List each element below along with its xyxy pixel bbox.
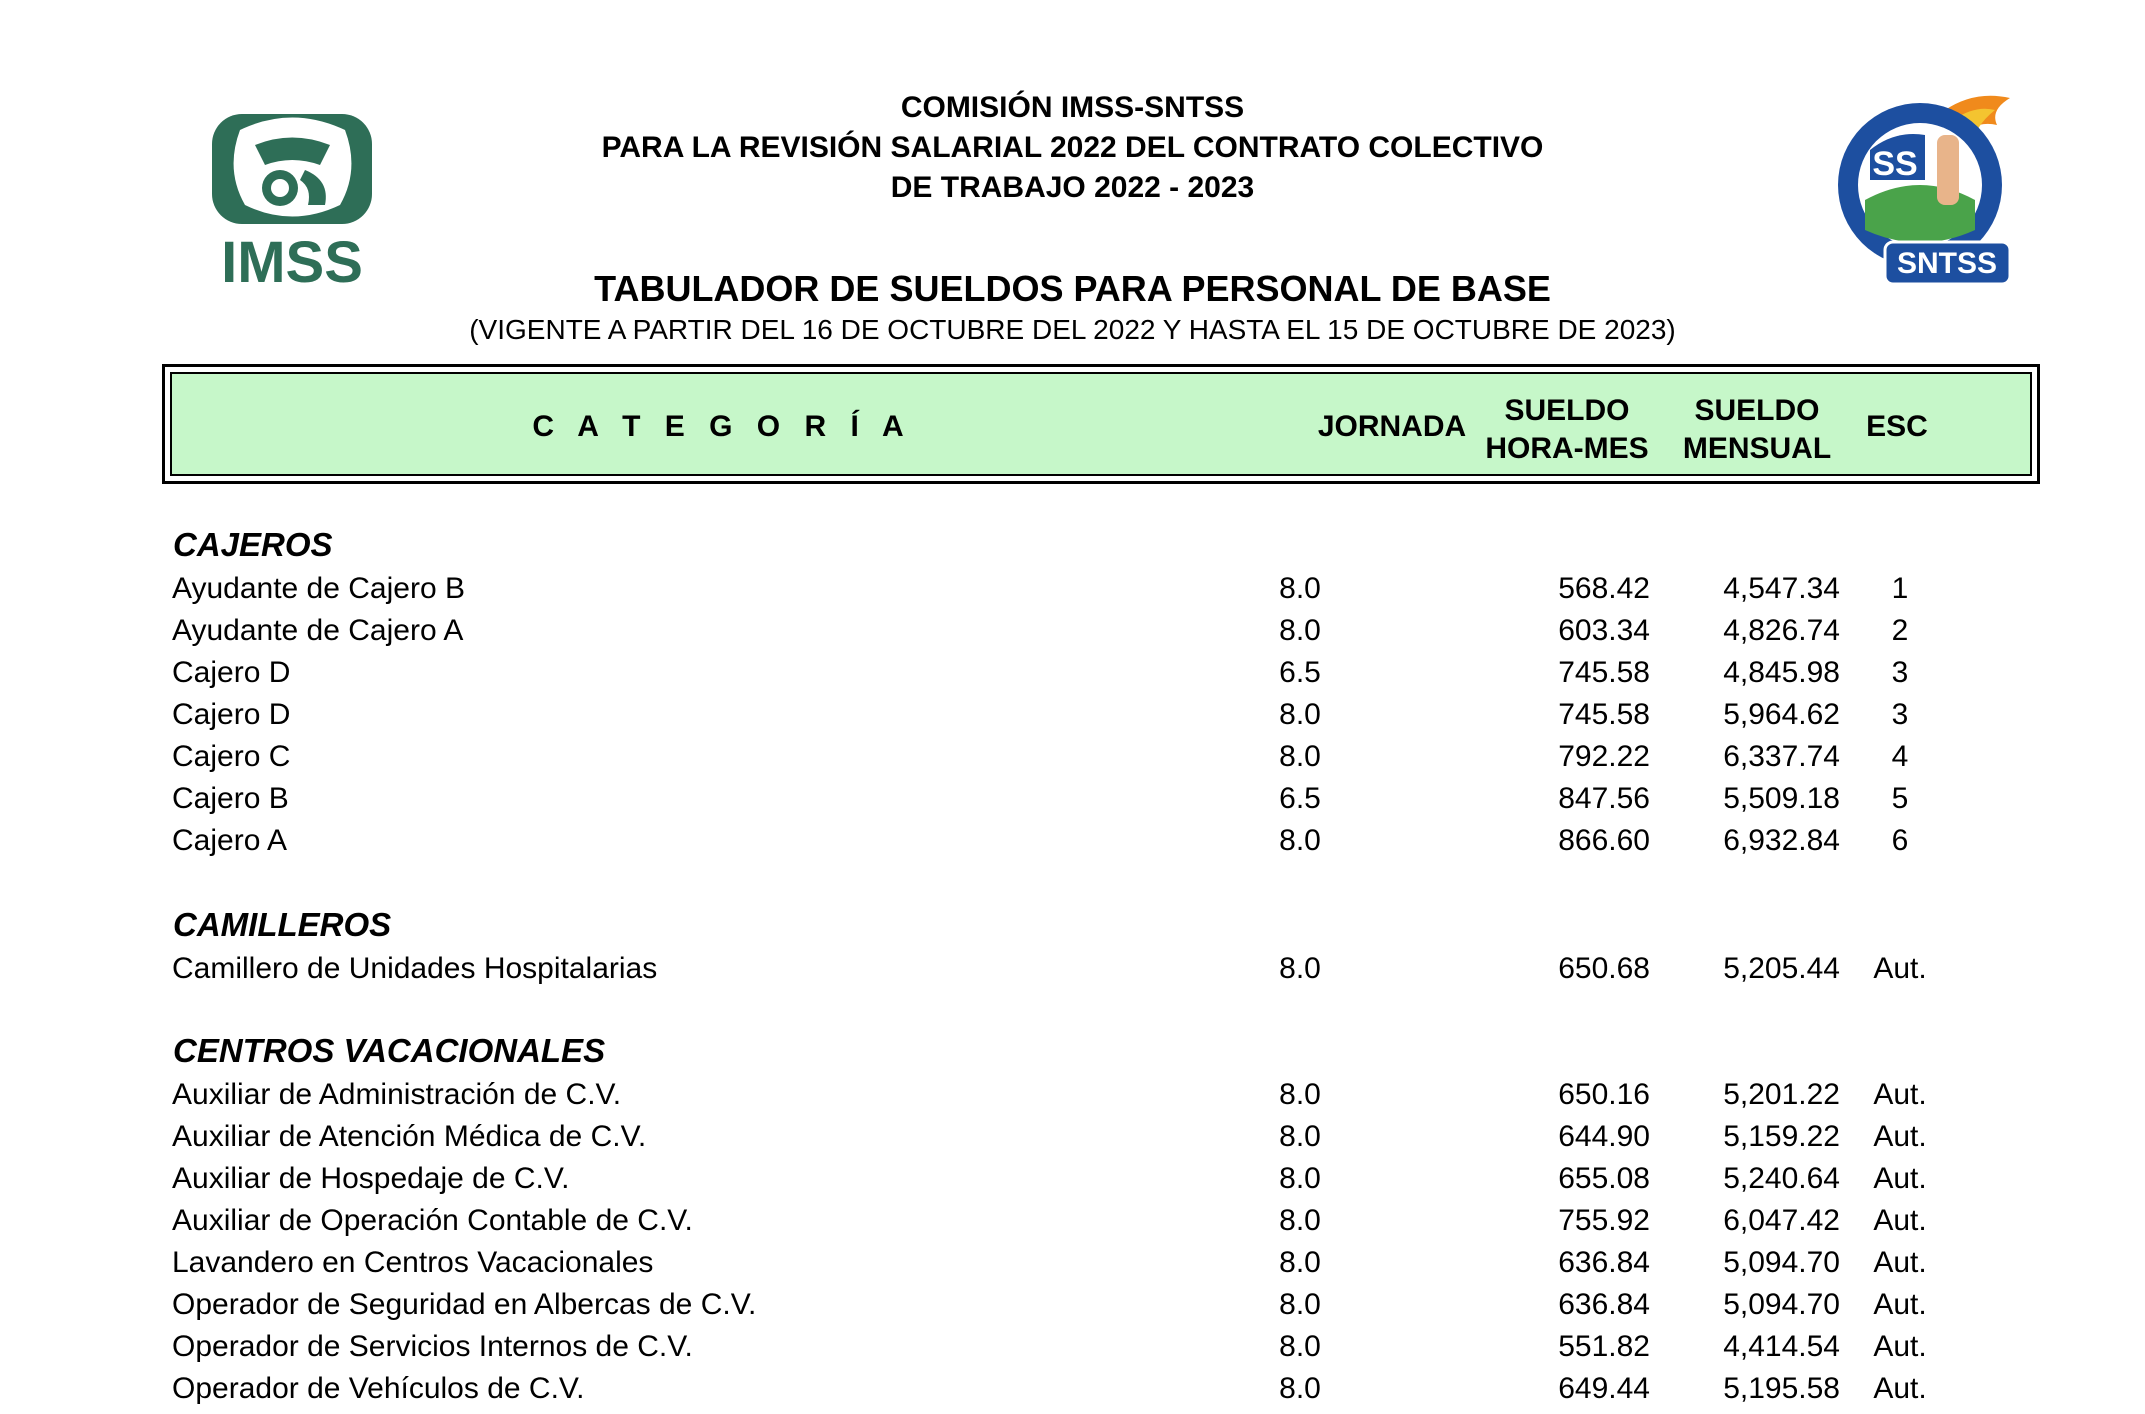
row-esc: 6 — [1891, 824, 1909, 857]
table-row — [0, 614, 2145, 656]
row-sueldo-hora-mes: 636.84 — [1558, 1246, 1650, 1279]
row-sueldo-mensual: 6,932.84 — [1723, 824, 1840, 857]
row-jornada: 8.0 — [1279, 572, 1321, 605]
row-sueldo-hora-mes: 649.44 — [1558, 1372, 1650, 1405]
row-sueldo-hora-mes: 745.58 — [1558, 656, 1650, 689]
row-sueldo-hora-mes: 847.56 — [1558, 782, 1650, 815]
table-row — [0, 1246, 2145, 1288]
commission-line: COMISIÓN IMSS-SNTSS — [900, 91, 1245, 124]
row-category: Cajero A — [172, 824, 288, 857]
row-category: Operador de Seguridad en Albercas de C.V. — [172, 1288, 757, 1321]
row-jornada: 6.5 — [1279, 656, 1321, 689]
row-jornada: 8.0 — [1279, 1204, 1321, 1237]
row-jornada: 8.0 — [1279, 824, 1321, 857]
row-sueldo-hora-mes: 792.22 — [1558, 740, 1650, 773]
row-sueldo-hora-mes: 755.92 — [1558, 1204, 1650, 1237]
section-title-camilleros: CAMILLEROS — [173, 906, 392, 943]
table-row — [0, 1288, 2145, 1330]
row-jornada: 8.0 — [1279, 698, 1321, 731]
row-jornada: 6.5 — [1279, 782, 1321, 815]
row-sueldo-mensual: 5,094.70 — [1723, 1288, 1840, 1321]
table-row — [0, 1204, 2145, 1246]
row-sueldo-hora-mes: 650.68 — [1558, 952, 1650, 985]
row-sueldo-hora-mes: 636.84 — [1558, 1288, 1650, 1321]
row-sueldo-mensual: 4,845.98 — [1723, 656, 1840, 689]
row-jornada: 8.0 — [1279, 1330, 1321, 1363]
row-category: Cajero B — [172, 782, 289, 815]
section-title-centros-vacacionales: CENTROS VACACIONALES — [173, 1032, 606, 1069]
row-esc: Aut. — [1873, 1120, 1927, 1153]
header-sueldo-mensual-line1: SUELDO — [1694, 394, 1820, 427]
row-sueldo-mensual: 4,547.34 — [1723, 572, 1840, 605]
row-sueldo-mensual: 6,047.42 — [1723, 1204, 1840, 1237]
row-esc: Aut. — [1873, 1372, 1927, 1405]
row-sueldo-mensual: 5,159.22 — [1723, 1120, 1840, 1153]
row-esc: Aut. — [1873, 1246, 1927, 1279]
sntss-logo-text: SNTSS — [1896, 247, 1998, 280]
row-sueldo-mensual: 5,964.62 — [1723, 698, 1840, 731]
revision-line: PARA LA REVISIÓN SALARIAL 2022 DEL CONTRATO COLECTIVO — [601, 131, 1544, 164]
header-sueldo-hora-mes — [1457, 392, 1677, 468]
row-esc: 4 — [1891, 740, 1909, 773]
row-category: Ayudante de Cajero B — [172, 572, 465, 605]
row-sueldo-hora-mes: 551.82 — [1558, 1330, 1650, 1363]
row-sueldo-mensual: 5,195.58 — [1723, 1372, 1840, 1405]
header-sueldo-mensual-line2: MENSUAL — [1682, 432, 1832, 465]
row-esc: 3 — [1891, 698, 1909, 731]
row-esc: Aut. — [1873, 1288, 1927, 1321]
row-esc: Aut. — [1873, 1078, 1927, 1111]
row-sueldo-mensual: 4,826.74 — [1723, 614, 1840, 647]
document-title: TABULADOR DE SUELDOS PARA PERSONAL DE BASE — [594, 268, 1551, 309]
document-subtitle: (VIGENTE A PARTIR DEL 16 DE OCTUBRE DEL 2022 Y HASTA EL 15 DE OCTUBRE DE 2023) — [469, 314, 1676, 345]
row-category: Auxiliar de Administración de C.V. — [172, 1078, 622, 1111]
table-row — [0, 1372, 2145, 1414]
row-esc: 1 — [1891, 572, 1909, 605]
row-category: Operador de Vehículos de C.V. — [172, 1372, 585, 1405]
contract-period-line: DE TRABAJO 2022 - 2023 — [890, 171, 1255, 204]
row-category: Cajero D — [172, 656, 291, 689]
table-row — [0, 656, 2145, 698]
row-jornada: 8.0 — [1279, 1120, 1321, 1153]
row-esc: 3 — [1891, 656, 1909, 689]
header-sueldo-hora-mes-line2: HORA-MES — [1485, 432, 1649, 465]
row-category: Lavandero en Centros Vacacionales — [172, 1246, 654, 1279]
row-esc: Aut. — [1873, 1330, 1927, 1363]
row-sueldo-hora-mes: 650.16 — [1558, 1078, 1650, 1111]
row-jornada: 8.0 — [1279, 614, 1321, 647]
section-title-cajeros: CAJEROS — [173, 526, 333, 563]
row-sueldo-mensual: 6,337.74 — [1723, 740, 1840, 773]
row-sueldo-mensual: 5,201.22 — [1723, 1078, 1840, 1111]
sntss-initials: SS — [1872, 145, 1918, 183]
row-jornada: 8.0 — [1279, 1246, 1321, 1279]
imss-logo-text: IMSS — [221, 230, 363, 290]
row-sueldo-mensual: 5,240.64 — [1723, 1162, 1840, 1195]
row-sueldo-hora-mes: 644.90 — [1558, 1120, 1650, 1153]
table-row — [0, 782, 2145, 824]
table-row — [0, 740, 2145, 782]
row-category: Operador de Servicios Internos de C.V. — [172, 1330, 693, 1363]
row-jornada: 8.0 — [1279, 952, 1321, 985]
row-sueldo-hora-mes: 568.42 — [1558, 572, 1650, 605]
row-sueldo-hora-mes: 655.08 — [1558, 1162, 1650, 1195]
row-sueldo-mensual: 5,509.18 — [1723, 782, 1840, 815]
row-sueldo-hora-mes: 745.58 — [1558, 698, 1650, 731]
row-category: Auxiliar de Atención Médica de C.V. — [172, 1120, 647, 1153]
row-esc: 2 — [1891, 614, 1909, 647]
header-sueldo-hora-mes-line1: SUELDO — [1504, 394, 1630, 427]
row-category: Cajero C — [172, 740, 291, 773]
table-row — [0, 1078, 2145, 1120]
row-sueldo-mensual: 4,414.54 — [1723, 1330, 1840, 1363]
row-esc: Aut. — [1873, 1162, 1927, 1195]
row-category: Cajero D — [172, 698, 291, 731]
table-header — [162, 364, 2040, 484]
row-category: Auxiliar de Operación Contable de C.V. — [172, 1204, 693, 1237]
row-sueldo-mensual: 5,094.70 — [1723, 1246, 1840, 1279]
table-row — [0, 698, 2145, 740]
row-jornada: 8.0 — [1279, 1162, 1321, 1195]
row-esc: Aut. — [1873, 952, 1927, 985]
header-esc: ESC — [1866, 410, 1928, 443]
table-row — [0, 1162, 2145, 1204]
header-jornada: JORNADA — [1317, 410, 1467, 443]
table-row — [0, 572, 2145, 614]
row-jornada: 8.0 — [1279, 1078, 1321, 1111]
row-jornada: 8.0 — [1279, 740, 1321, 773]
table-row — [0, 1330, 2145, 1372]
row-sueldo-hora-mes: 866.60 — [1558, 824, 1650, 857]
row-category: Ayudante de Cajero A — [172, 614, 464, 647]
table-row — [0, 824, 2145, 866]
row-jornada: 8.0 — [1279, 1372, 1321, 1405]
header-categoria: C A T E G O R Í A — [532, 410, 912, 443]
row-category: Auxiliar de Hospedaje de C.V. — [172, 1162, 570, 1195]
table-row — [0, 1120, 2145, 1162]
row-esc: 5 — [1891, 782, 1909, 815]
row-category: Camillero de Unidades Hospitalarias — [172, 952, 658, 985]
row-esc: Aut. — [1873, 1204, 1927, 1237]
row-sueldo-hora-mes: 603.34 — [1558, 614, 1650, 647]
row-sueldo-mensual: 5,205.44 — [1723, 952, 1840, 985]
table-row — [0, 952, 2145, 994]
row-jornada: 8.0 — [1279, 1288, 1321, 1321]
